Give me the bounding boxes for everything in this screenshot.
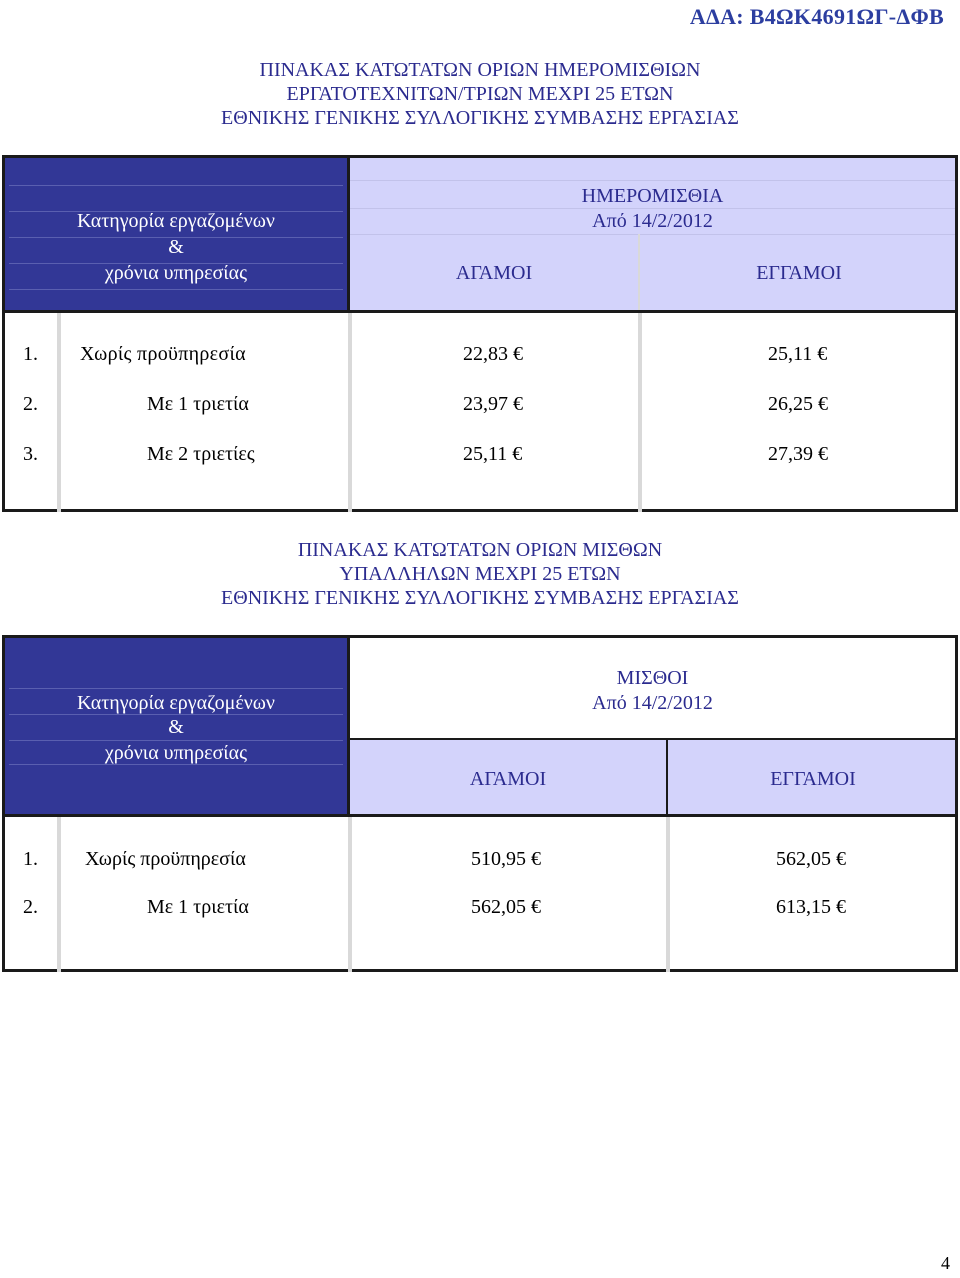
row-number: 2. (23, 896, 38, 918)
table2-title-line: ΠΙΝΑΚΑΣ ΚΑΤΩΤΑΤΩΝ ΟΡΙΩΝ ΜΙΣΘΩΝ (297, 539, 663, 561)
row-unmarried-value: 562,05 € (471, 896, 541, 918)
table2-category-header (5, 638, 350, 814)
row-number: 2. (23, 393, 38, 415)
table1 (2, 155, 958, 512)
column-unmarried: ΑΓΑΜΟΙ (469, 768, 547, 790)
row-unmarried-value: 22,83 € (463, 343, 523, 365)
table1-title-line: ΕΡΓΑΤΟΤΕΧΝΙΤΩΝ/ΤΡΙΩΝ ΜΕΧΡΙ 25 ΕΤΩΝ (286, 83, 674, 105)
row-married-value: 26,25 € (768, 393, 828, 415)
table1-title (0, 58, 960, 130)
category-header-line: Κατηγορία εργαζομένων (77, 210, 275, 232)
row-category: Με 1 τριετία (147, 896, 249, 918)
value-header-title: ΗΜΕΡΟΜΙΣΘΙΑ (581, 185, 724, 207)
category-header-line: Κατηγορία εργαζομένων (77, 692, 275, 714)
table2-title-line: ΥΠΑΛΛΗΛΩΝ ΜΕΧΡΙ 25 ΕΤΩΝ (339, 563, 621, 585)
value-header-title: ΜΙΣΘΟΙ (616, 667, 689, 689)
row-category: Με 1 τριετία (147, 393, 249, 415)
row-married-value: 25,11 € (768, 343, 828, 365)
row-unmarried-value: 23,97 € (463, 393, 523, 415)
value-header-date: Από 14/2/2012 (592, 210, 713, 232)
table1-value-header (350, 158, 955, 310)
category-header-line: & (168, 236, 184, 258)
category-header-line: χρόνια υπηρεσίας (104, 262, 248, 284)
row-category: Χωρίς προϋπηρεσία (85, 848, 246, 870)
column-unmarried: ΑΓΑΜΟΙ (455, 262, 533, 284)
ada-code: ΑΔΑ: Β4ΩΚ4691ΩΓ-ΔΦΒ (689, 4, 944, 29)
table1-title-line: ΠΙΝΑΚΑΣ ΚΑΤΩΤΑΤΩΝ ΟΡΙΩΝ ΗΜΕΡΟΜΙΣΘΙΩΝ (259, 59, 701, 81)
table2-title (0, 538, 960, 610)
category-header-line: & (168, 716, 184, 738)
row-number: 1. (23, 848, 38, 870)
table2-title-line: ΕΘΝΙΚΗΣ ΓΕΝΙΚΗΣ ΣΥΛΛΟΓΙΚΗΣ ΣΥΜΒΑΣΗΣ ΕΡΓΑΣΙΑΣ (221, 587, 739, 609)
column-married: ΕΓΓΑΜΟΙ (756, 262, 842, 284)
table1-category-header (5, 158, 350, 310)
row-category: Με 2 τριετίες (147, 443, 255, 465)
row-unmarried-value: 510,95 € (471, 848, 541, 870)
page-number: 4 (941, 1253, 950, 1273)
column-married: ΕΓΓΑΜΟΙ (770, 768, 856, 790)
row-number: 1. (23, 343, 38, 365)
table2 (2, 635, 958, 972)
row-unmarried-value: 25,11 € (463, 443, 523, 465)
category-header-line: χρόνια υπηρεσίας (104, 742, 248, 764)
row-married-value: 613,15 € (776, 896, 846, 918)
value-header-date: Από 14/2/2012 (592, 692, 713, 714)
row-number: 3. (23, 443, 38, 465)
row-married-value: 562,05 € (776, 848, 846, 870)
row-married-value: 27,39 € (768, 443, 828, 465)
row-category: Χωρίς προϋπηρεσία (80, 343, 246, 365)
table1-title-line: ΕΘΝΙΚΗΣ ΓΕΝΙΚΗΣ ΣΥΛΛΟΓΙΚΗΣ ΣΥΜΒΑΣΗΣ ΕΡΓΑΣΙΑΣ (221, 107, 739, 129)
